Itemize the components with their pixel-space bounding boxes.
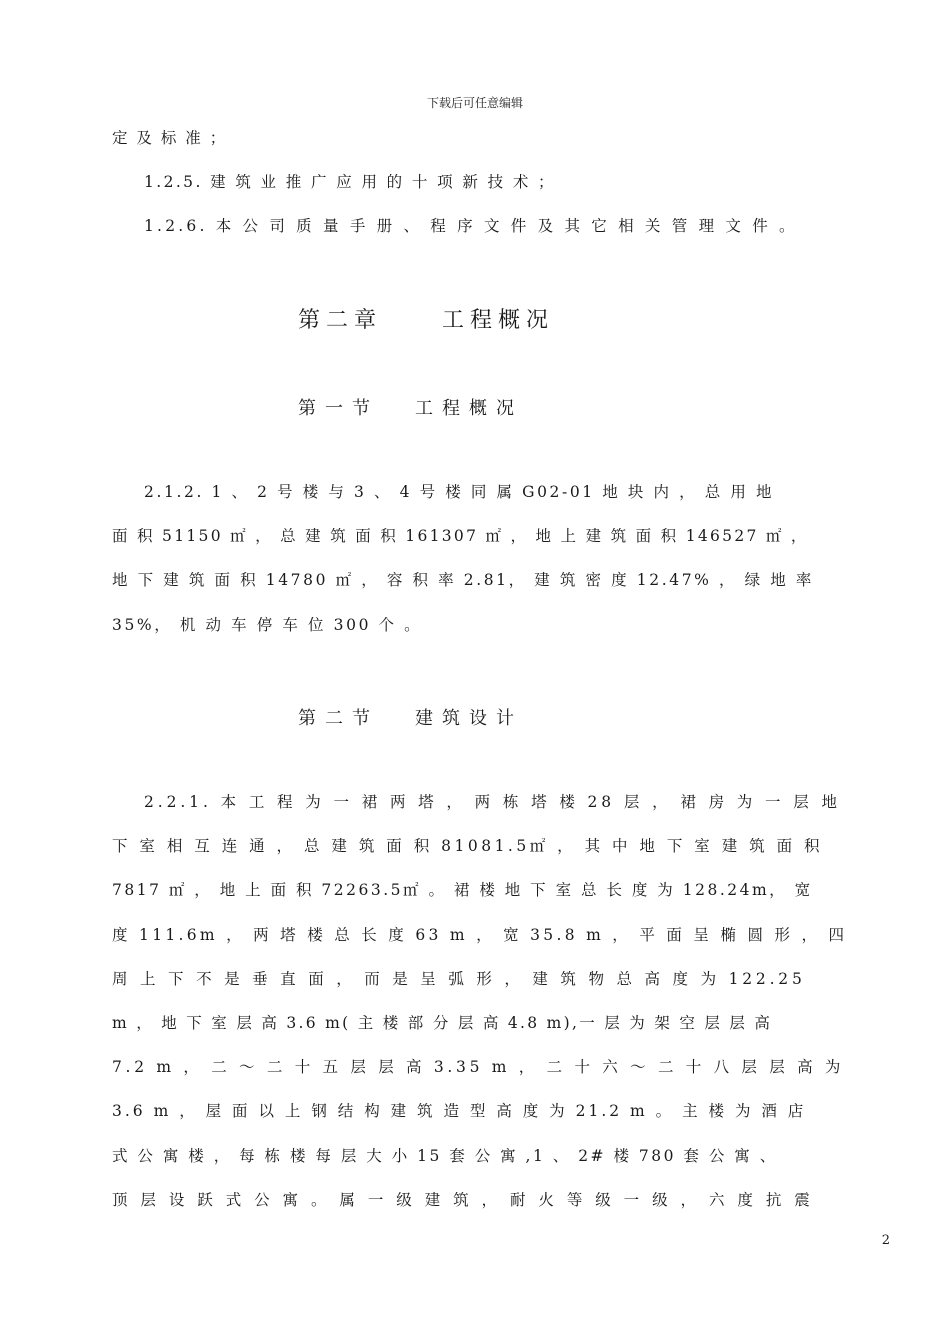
section-1-number: 第一节 [298,398,379,419]
section-2-title: 建筑设计 [415,708,523,729]
intro-line-3: 1.2.6. 本 公 司 质 量 手 册 、 程 序 文 件 及 其 它 相 关 管 理 文 件 。 [144,217,798,235]
section-2-line-1: 2.2.1. 本 工 程 为 一 裙 两 塔 ， 两 栋 塔 楼 28 层 ， 裙 房 为 一 层 地 [144,793,841,811]
section-1-line-3: 地 下 建 筑 面 积 14780 ㎡ ， 容 积 率 2.81， 建 筑 密 度 12.47% ， 绿 地 率 [112,571,814,589]
intro-line-2: 1.2.5. 建 筑 业 推 广 应 用 的 十 项 新 技 术 ； [144,173,556,191]
section-2-line-4: 度 111.6m ， 两 塔 楼 总 长 度 63 m ， 宽 35.8 m ， 平 面 呈 椭 圆 形 ， 四 [112,926,848,944]
section-1-line-4: 35%， 机 动 车 停 车 位 300 个 。 [112,616,423,634]
section-2-heading [298,704,523,730]
section-1-heading [298,394,523,420]
section-2-line-2: 下 室 相 互 连 通 ， 总 建 筑 面 积 81081.5㎡ ， 其 中 地 下 室 建 筑 面 积 [112,837,823,855]
header-note: 下载后可任意编辑 [426,96,523,110]
section-1-title: 工程概况 [415,398,523,419]
section-2-line-8: 3.6 m ， 屋 面 以 上 钢 结 构 建 筑 造 型 高 度 为 21.2 m 。 主 楼 为 酒 店 [112,1102,807,1120]
chapter-heading [298,303,554,334]
section-2-line-5: 周 上 下 不 是 垂 直 面 ， 而 是 呈 弧 形 ， 建 筑 物 总 高 度 为 122.25 [112,970,806,988]
section-2-line-10: 顶 层 设 跃 式 公 寓 。 属 一 级 建 筑 ， 耐 火 等 级 一 级 ， 六 度 抗 震 [112,1191,814,1209]
section-2-line-3: 7817 ㎡ ， 地 上 面 积 72263.5㎡ 。 裙 楼 地 下 室 总 长 度 为 128.24m， 宽 [112,881,813,899]
section-1-line-2: 面 积 51150 ㎡ ， 总 建 筑 面 积 161307 ㎡ ， 地 上 建 筑 面 积 146527 ㎡ ， [112,527,809,545]
chapter-number: 第二章 [298,308,383,333]
section-1-line-1: 2.1.2. 1 、 2 号 楼 与 3 、 4 号 楼 同 属 G02-01 地 块 内 ， 总 用 地 [144,483,775,501]
section-2-line-9: 式 公 寓 楼 ， 每 栋 楼 每 层 大 小 15 套 公 寓 ,1 、 2# 楼 780 套 公 寓 、 [112,1147,778,1165]
section-2-number: 第二节 [298,708,379,729]
intro-line-1: 定 及 标 准 ； [112,129,228,147]
section-2-line-7: 7.2 m ， 二 ～ 二 十 五 层 层 高 3.35 m ， 二 十 六 ～ 二 十 八 层 层 高 为 [112,1058,845,1076]
chapter-title: 工程概况 [442,308,555,333]
page-number: 2 [881,1233,890,1248]
section-2-line-6: m ， 地 下 室 层 高 3.6 m( 主 楼 部 分 层 高 4.8 m),一 层 为 架 空 层 层 高 [112,1014,773,1032]
